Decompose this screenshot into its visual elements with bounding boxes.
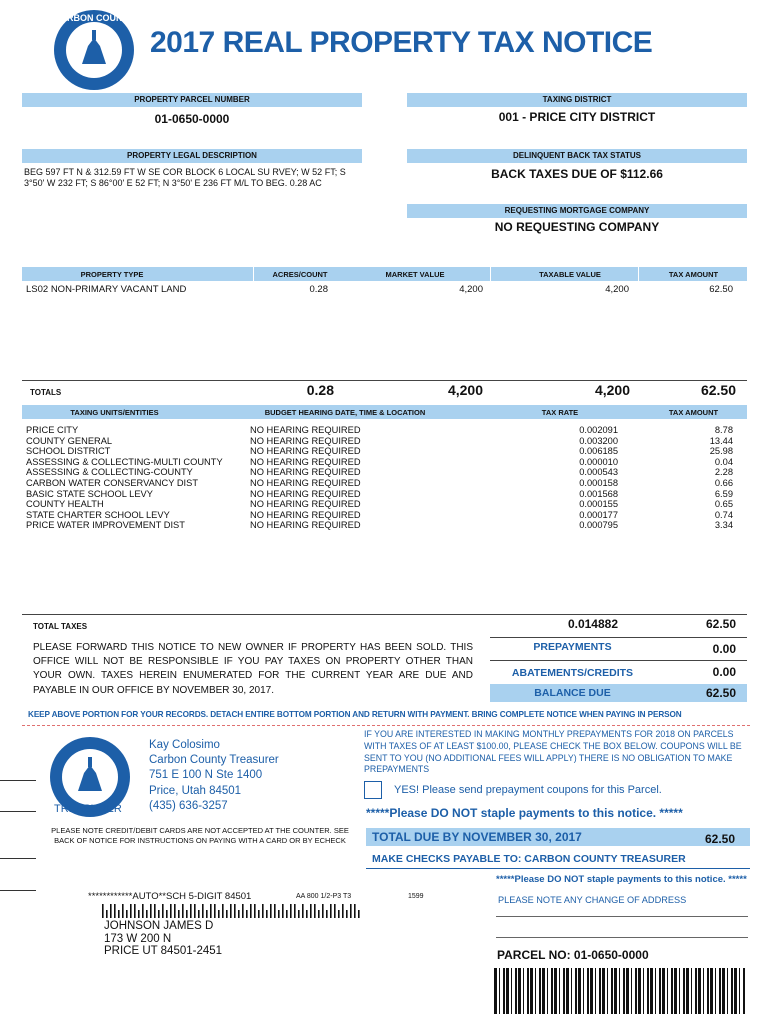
prepayment-checkbox-label: YES! Please send prepayment coupons for this Parcel. [394, 784, 662, 796]
list-item: 0.000155 [579, 499, 618, 510]
list-item: SCHOOL DISTRICT [26, 446, 111, 457]
legal-description-label: PROPERTY LEGAL DESCRIPTION [22, 149, 362, 163]
postal-barcode [102, 904, 364, 918]
address-change-line-2[interactable] [496, 937, 748, 938]
header-budget-hearing: BUDGET HEARING DATE, TIME & LOCATION [264, 408, 426, 417]
list-item: 0.74 [714, 509, 733, 520]
parcel-number: 01-0650-0000 [154, 112, 230, 126]
totals-acres: 0.28 [306, 382, 334, 398]
rate-list [540, 425, 618, 531]
list-item: NO HEARING REQUIRED [250, 446, 361, 457]
header-tax-amount: TAX AMOUNT [668, 270, 719, 279]
balance-due-label: BALANCE DUE [534, 687, 611, 699]
tax-amount: 62.50 [709, 284, 733, 295]
total-due-label: TOTAL DUE BY NOVEMBER 30, 2017 [372, 830, 582, 844]
taxing-district-label: TAXING DISTRICT [407, 93, 747, 107]
treasurer-address-1: 751 E 100 N Ste 1400 [149, 769, 263, 782]
mailing-city: PRICE UT 84501-2451 [104, 945, 223, 957]
list-item: NO HEARING REQUIRED [250, 456, 361, 467]
prepayments-value: 0.00 [712, 642, 736, 656]
list-item: PRICE CITY [26, 425, 79, 435]
prepayment-checkbox[interactable] [364, 781, 382, 799]
hearing-list [250, 425, 361, 531]
list-item: ASSESSING & COLLECTING-COUNTY [26, 467, 193, 478]
list-item: 0.003200 [579, 435, 618, 446]
totals-taxable: 4,200 [594, 382, 630, 398]
list-item: 6.59 [714, 488, 733, 499]
mortgage-company-label: REQUESTING MORTGAGE COMPANY [407, 204, 747, 218]
balance-due-value: 62.50 [705, 686, 736, 700]
svg-text:CARBON COUNTY: CARBON COUNTY [54, 13, 134, 23]
parcel-no: PARCEL NO: 01-0650-0000 [497, 948, 649, 962]
list-item: NO HEARING REQUIRED [250, 499, 361, 510]
list-item: 0.000010 [579, 456, 618, 467]
staple-warning-small: *****Please DO NOT staple payments to this notice. ***** [496, 874, 747, 885]
header-taxable-value: TAXABLE VALUE [539, 270, 601, 279]
treasurer-address-2: Price, Utah 84501 [149, 784, 242, 797]
list-item: NO HEARING REQUIRED [250, 477, 361, 488]
list-item: 0.002091 [579, 425, 618, 435]
page-title: 2017 REAL PROPERTY TAX NOTICE [150, 26, 653, 59]
list-item: CARBON WATER CONSERVANCY DIST [26, 477, 199, 488]
list-item: 3.34 [714, 520, 733, 531]
header-acres: ACRES/COUNT [272, 270, 328, 279]
market-value: 4,200 [459, 284, 483, 295]
list-item: 0.000795 [579, 520, 618, 531]
list-item: 0.006185 [579, 446, 618, 457]
totals-label: TOTALS [30, 388, 62, 397]
treasurer-title: Carbon County Treasurer [149, 754, 279, 767]
mailing-sort-line: ************AUTO**SCH 5-DIGIT 84501 [88, 891, 252, 902]
list-item: COUNTY HEALTH [26, 499, 104, 510]
header-taxing-units: TAXING UNITS/ENTITIES [70, 408, 159, 417]
mailing-name: JOHNSON JAMES D [104, 920, 214, 932]
list-item: 0.66 [714, 477, 733, 488]
treasurer-block [149, 738, 279, 814]
header-tax-rate: TAX RATE [541, 408, 579, 417]
acres-count: 0.28 [309, 284, 328, 295]
property-type: LS02 NON-PRIMARY VACANT LAND [26, 284, 187, 295]
list-item: COUNTY GENERAL [26, 435, 113, 446]
list-item: NO HEARING REQUIRED [250, 467, 361, 478]
list-item: NO HEARING REQUIRED [250, 425, 361, 435]
treasurer-label: TREASURER [54, 803, 122, 815]
total-tax-amount: 62.50 [705, 617, 736, 631]
list-item: STATE CHARTER SCHOOL LEVY [26, 509, 170, 520]
abatements-value: 0.00 [712, 665, 736, 679]
carbon-county-seal [52, 8, 136, 92]
prepayment-info: IF YOU ARE INTERESTED IN MAKING MONTHLY PREPAYMENTS FOR 2018 ON PARCELS WITH TAXES OF AT LEAST $100.00, PLEASE CHECK THE BOX BELOW. COUPONS WILL BE SENT TO YOU (NO ADDITIONAL FEES WILL APPLY) THERE IS NO OBLIGATION TO MAKE PREPAYMENTS [364, 729, 742, 775]
mailing-seq: 1599 [408, 893, 424, 900]
staple-warning: *****Please DO NOT staple payments to this notice. ***** [366, 806, 683, 820]
entity-list [26, 425, 223, 531]
detach-instructions: KEEP ABOVE PORTION FOR YOUR RECORDS. DETACH ENTIRE BOTTOM PORTION AND RETURN WITH PAYMENT. BRING COMPLETE NOTICE WHEN PAYING IN PERSON [28, 710, 682, 719]
mailing-code: AA 800 1/2-P3 T3 [296, 893, 352, 900]
forward-notice: PLEASE FORWARD THIS NOTICE TO NEW OWNER IF PROPERTY HAS BEEN SOLD. THIS OFFICE WILL NOT BE RESPONSIBLE IF YOU PAY TAXES ON PROPERTY OTHER THAN YOUR OWN. TAXES HEREIN ENUMERATED FOR THE CURRENT YEAR ARE DUE AND PAYABLE IN OUR OFFICE BY NOVEMBER 30, 2017. [33, 642, 473, 696]
list-item: 25.98 [709, 446, 733, 457]
legal-description: BEG 597 FT N & 312.59 FT W SE COR BLOCK 6 LOCAL SU RVEY; W 52 FT; S 3°50' W 232 FT; S 86°00' E 52 FT; N 3°50' E 236 FT M/L TO BEG. 0.28 AC [24, 167, 346, 188]
list-item: BASIC STATE SCHOOL LEVY [26, 488, 153, 499]
treasurer-name: Kay Colosimo [149, 739, 220, 751]
list-item: 0.000177 [579, 509, 618, 520]
taxable-value: 4,200 [605, 284, 629, 295]
total-taxes-label: TOTAL TAXES [33, 622, 88, 631]
mortgage-company: NO REQUESTING COMPANY [494, 220, 660, 234]
list-item: ASSESSING & COLLECTING-MULTI COUNTY [26, 456, 223, 467]
list-item: 13.44 [709, 435, 733, 446]
header-unit-tax-amount: TAX AMOUNT [668, 408, 719, 417]
list-item: 8.78 [714, 425, 733, 435]
list-item: PRICE WATER IMPROVEMENT DIST [26, 520, 185, 531]
parcel-number-label: PROPERTY PARCEL NUMBER [22, 93, 362, 107]
list-item: NO HEARING REQUIRED [250, 509, 361, 520]
parcel-barcode [494, 968, 746, 1014]
totals-market: 4,200 [447, 382, 483, 398]
checks-payable: MAKE CHECKS PAYABLE TO: CARBON COUNTY TREASURER [372, 853, 686, 865]
list-item: 0.65 [714, 499, 733, 510]
delinquent-status-label: DELINQUENT BACK TAX STATUS [407, 149, 747, 163]
address-change-note: PLEASE NOTE ANY CHANGE OF ADDRESS [498, 895, 687, 905]
taxing-district: 001 - PRICE CITY DISTRICT [498, 110, 656, 124]
list-item: 0.04 [714, 456, 733, 467]
totals-tax: 62.50 [700, 382, 736, 398]
mailing-address [104, 920, 222, 958]
detach-line [22, 725, 750, 726]
total-tax-rate: 0.014882 [567, 617, 618, 631]
total-due-amount: 62.50 [704, 832, 735, 846]
list-item: 0.001568 [579, 488, 618, 499]
card-payment-note: PLEASE NOTE CREDIT/DEBIT CARDS ARE NOT ACCEPTED AT THE COUNTER. SEE BACK OF NOTICE FOR INSTRUCTIONS ON PAYING WITH A CARD OR BY ECHECK [51, 826, 349, 845]
list-item: NO HEARING REQUIRED [250, 520, 361, 531]
list-item: NO HEARING REQUIRED [250, 435, 361, 446]
delinquent-status: BACK TAXES DUE OF $112.66 [491, 167, 663, 181]
address-change-line-1[interactable] [496, 916, 748, 917]
list-item: 2.28 [714, 467, 733, 478]
list-item: 0.000543 [579, 467, 618, 478]
abatements-label: ABATEMENTS/CREDITS [511, 667, 634, 679]
treasurer-phone: (435) 636-3257 [149, 799, 228, 812]
list-item: 0.000158 [579, 477, 618, 488]
header-market-value: MARKET VALUE [385, 270, 445, 279]
header-property-type: PROPERTY TYPE [80, 270, 144, 279]
mailing-street: 173 W 200 N [104, 932, 172, 945]
amount-list [670, 425, 733, 531]
prepayments-label: PREPAYMENTS [533, 641, 612, 653]
list-item: NO HEARING REQUIRED [250, 488, 361, 499]
